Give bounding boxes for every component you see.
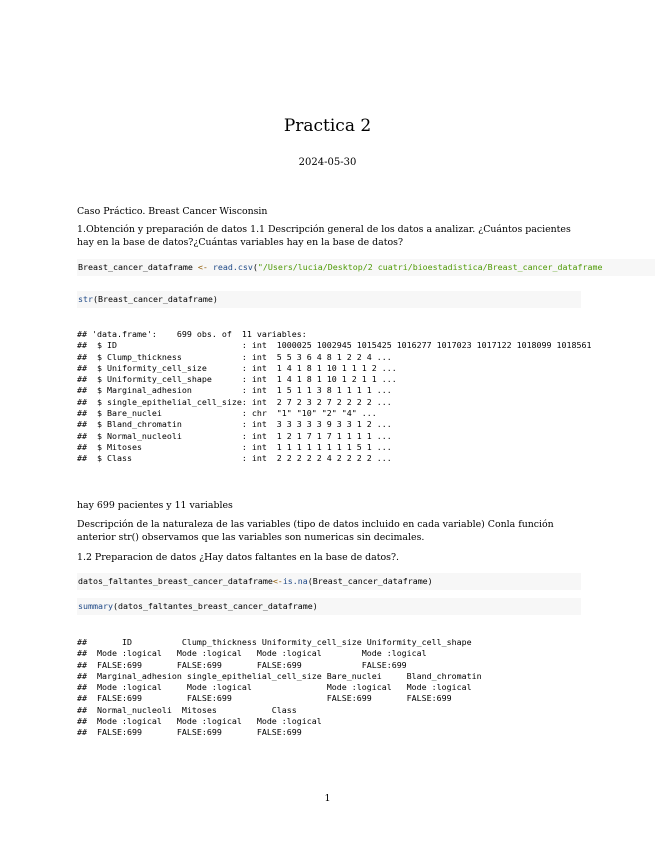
output-line: ## $ single_epithelial_cell_size: int 2 7 2 3 2 7 2 2 2 2 ... [77,396,392,407]
code-function: read.csv [212,262,253,272]
output-line: ## $ Bare_nuclei : chr "1" "10" "2" "4" ... [77,408,377,419]
section-1-question: 1.Obtención y preparación de datos 1.1 Descripción general de los datos a analizar. ¿Cuántos pacientes hay en la base de datos?¿Cuántas variables hay en la base de datos? [77,224,571,248]
code-operator: <- [192,262,213,272]
code-variable: datos_faltantes_breast_cancer_dataframe [78,576,273,586]
code-operator: <- [272,576,283,586]
code-str [77,291,581,308]
output-line: ## $ Uniformity_cell_size : int 1 4 1 8 1 10 1 1 1 2 ... [77,362,397,373]
page-number: 1 [324,793,331,804]
output-line: ## $ Bland_chromatin : int 3 3 3 3 3 9 3 3 1 2 ... [77,419,392,430]
document-date: 2024-05-30 [298,157,357,168]
output-line: ## $ Class : int 2 2 2 2 2 4 2 2 2 2 ... [77,453,392,464]
output-line: ## $ Normal_nucleoli : int 1 2 1 7 1 7 1 1 1 1 ... [77,430,392,441]
code-function: is.na [282,576,308,586]
output-line: ## $ ID : int 1000025 1002945 1015425 1016277 1017023 1017122 1018099 1018561 [77,340,592,351]
code-argument: (datos_faltantes_breast_cancer_dataframe) [112,601,318,611]
output-line: ## 'data.frame': 699 obs. of 11 variables: [77,329,307,339]
code-is-na [77,573,581,590]
case-title: Caso Práctico. Breast Cancer Wisconsin [77,206,268,217]
document-title: Practica 2 [283,116,372,136]
output-line: ## Normal_nucleoli Mitoses Class [77,704,297,715]
output-line: ## $ Marginal_adhesion : int 1 5 1 1 3 8 1 1 1 1 ... [77,385,392,396]
code-function: str [78,294,93,304]
output-line: ## ID Clump_thickness Uniformity_cell_size Uniformity_cell_shape [77,637,472,647]
output-line: ## Mode :logical Mode :logical Mode :logical Mode :logical [77,648,427,659]
code-argument: (Breast_cancer_dataframe) [93,294,218,304]
output-line: ## Marginal_adhesion single_epithelial_cell_size Bare_nuclei Bland_chromatin [77,670,482,681]
output-line: ## $ Mitoses : int 1 1 1 1 1 1 1 1 5 1 ... [77,441,392,452]
output-line: ## $ Clump_thickness : int 5 5 3 6 4 8 1 2 2 4 ... [77,351,392,362]
code-argument: (Breast_cancer_dataframe) [307,576,433,586]
output-line: ## FALSE:699 FALSE:699 FALSE:699 [77,727,302,738]
section-1-2-question: 1.2 Preparacion de datos ¿Hay datos faltantes en la base de datos?. [77,552,399,563]
answer-patients-variables: hay 699 pacientes y 11 variables [77,500,233,511]
code-function: summary [78,601,113,611]
str-output [77,329,592,465]
code-variable: Breast_cancer_dataframe [78,262,193,272]
code-paren: ( [252,262,258,272]
code-string: "/Users/lucia/Desktop/2 cuatri/bioestadistica/Breast_cancer_dataframe [257,262,603,272]
output-line: ## Mode :logical Mode :logical Mode :logical Mode :logical [77,682,472,693]
variables-description: Descripción de la naturaleza de las variables (tipo de datos incluido en cada variable) Conla función anterior str() observamos que las variables son numericas sin decimales. [77,519,554,543]
output-line: ## FALSE:699 FALSE:699 FALSE:699 FALSE:699 [77,693,452,704]
output-line: ## FALSE:699 FALSE:699 FALSE:699 FALSE:699 [77,659,407,670]
output-line: ## Mode :logical Mode :logical Mode :logical [77,716,322,727]
output-line: ## $ Uniformity_cell_shape : int 1 4 1 8 1 10 1 2 1 1 ... [77,374,397,385]
summary-output [77,637,482,739]
code-read-csv [77,259,655,276]
code-summary [77,598,581,615]
